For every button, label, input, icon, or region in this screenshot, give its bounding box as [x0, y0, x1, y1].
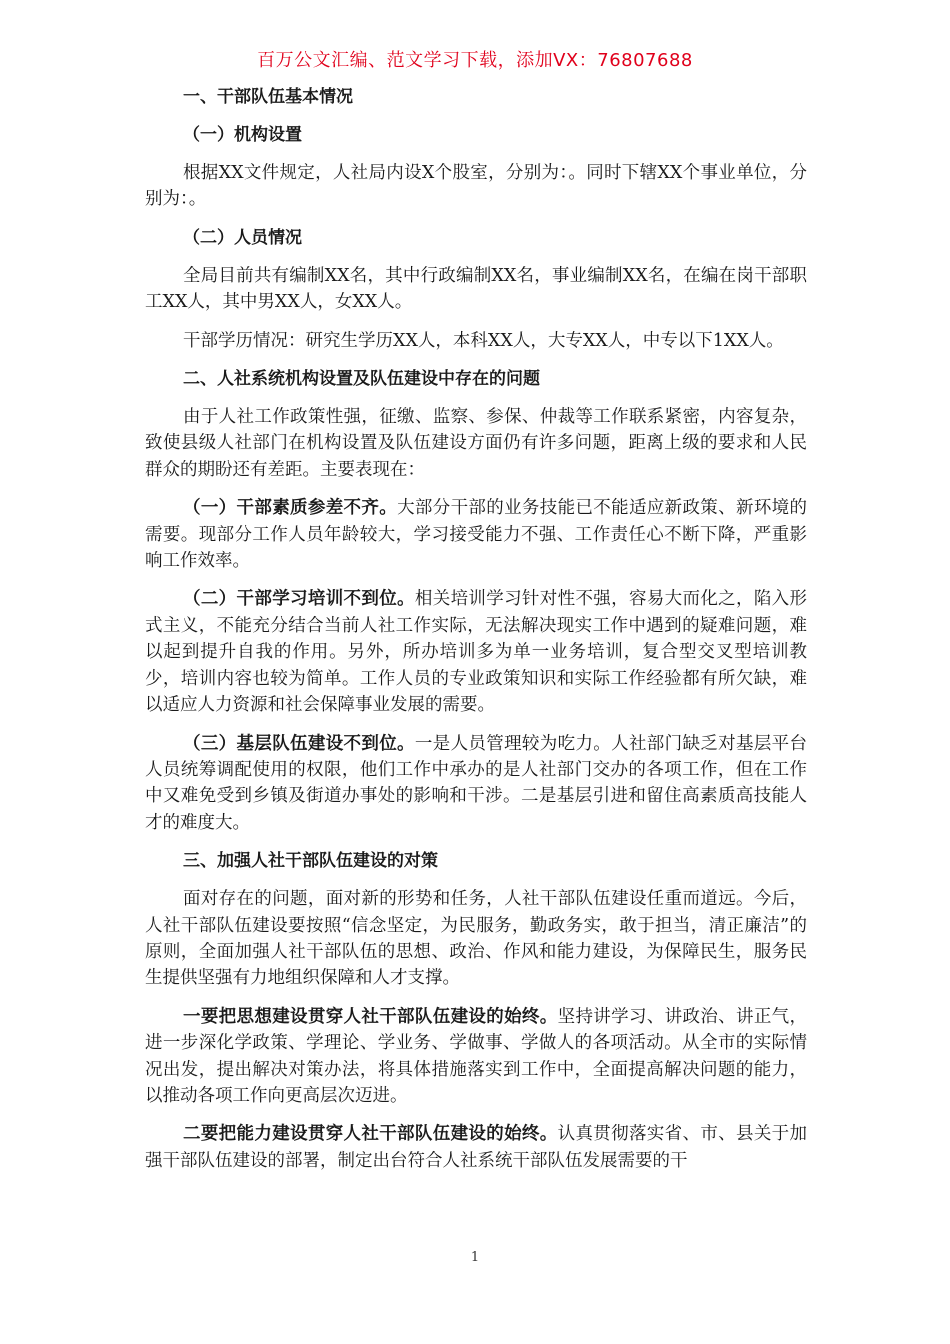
item-text: 相关培训学习针对性不强，容易大而化之，陷入形式主义，不能充分结合当前人社工作实际，无法解决现实工作中遇到的疑难问题，难以起到提升自我的作用。另外，所办培训多为单一业务培训，复合型交叉型培训教少，培训内容也较为简单。工作人员的专业政策知识和实际工作经验都有所欠缺，难以适应人力资源和社会保障事业发展的需要。 [145, 589, 808, 716]
watermark-banner: 百万公文汇编、范文学习下载，添加VX：76807688 [257, 50, 693, 71]
section-1-subtitle-1: （一）机构设置 [183, 125, 302, 145]
paragraph: 根据XX文件规定，人社局内设X个股室，分别为：。同时下辖XX个事业单位，分别为：。 [145, 163, 807, 210]
section-3-title: 三、加强人社干部队伍建设的对策 [183, 851, 438, 872]
paragraph: 由于人社工作政策性强，征缴、监察、参保、仲裁等工作联系紧密，内容复杂，致使县级人社部门在机构设置及队伍建设方面仍有许多问题，距离上级的要求和人民群众的期盼还有差距。主要表现在： [145, 407, 807, 480]
section-1-title: 一、干部队伍基本情况 [183, 87, 353, 107]
item-lead: 一要把思想建设贯穿人社干部队伍建设的始终。 [183, 1006, 558, 1027]
problem-item-1 [145, 495, 807, 574]
item-text: 坚持讲学习、讲政治、讲正气，进一步深化学政策、学理论、学业务、学做事、学做人的各项活动。从全市的实际情况出发，提出解决对策办法，将具体措施落实到工作中，全面提高解决问题的能力，以推动各项工作向更高层次迈进。 [145, 1006, 808, 1106]
paragraph: 面对存在的问题，面对新的形势和任务，人社干部队伍建设任重而道远。今后，人社干部队伍建设要按照“信念坚定，为民服务，勤政务实，敢于担当，清正廉洁”的原则，全面加强人社干部队伍的思想、政治、作风和能力建设，为保障民生，服务民生提供坚强有力地组织保障和人才支撑。 [145, 889, 807, 989]
item-lead: （一）干部素质参差不齐。 [183, 498, 398, 519]
section-1-subtitle-2: （二）人员情况 [183, 227, 302, 248]
paragraph: 全局目前共有编制XX名，其中行政编制XX名，事业编制XX名，在编在岗干部职工XX人，其中男XX人，女XX人。 [145, 265, 807, 313]
measure-item-1 [145, 1004, 807, 1110]
item-lead: （二）干部学习培训不到位。 [183, 589, 415, 610]
problem-item-2 [145, 586, 807, 718]
page-number: 1 [470, 1250, 480, 1265]
measure-item-2 [145, 1121, 807, 1174]
section-2-title: 二、人社系统机构设置及队伍建设中存在的问题 [183, 369, 540, 390]
problem-item-3 [145, 731, 807, 837]
item-text: 大部分干部的业务技能已不能适应新政策、新环境的需要。现部分工作人员年龄较大，学习接受能力不强、工作责任心不断下降，严重影响工作效率。 [145, 498, 808, 572]
item-text: 一是人员管理较为吃力。人社部门缺乏对基层平台人员统筹调配使用的权限，他们工作中承办的是人社部门交办的各项工作，但在工作中又难免受到乡镇及街道办事处的影响和干涉。二是基层引进和留住高素质高技能人才的难度大。 [145, 733, 808, 833]
document-body [145, 84, 807, 1186]
paragraph: 干部学历情况：研究生学历XX人，本科XX人，大专XX人，中专以下1XX人。 [183, 330, 784, 351]
item-lead: （三）基层队伍建设不到位。 [183, 733, 415, 754]
item-text: 认真贯彻落实省、市、县关于加强干部队伍建设的部署，制定出台符合人社系统干部队伍发展需要的干 [145, 1124, 808, 1171]
item-lead: 二要把能力建设贯穿人社干部队伍建设的始终。 [183, 1124, 558, 1145]
